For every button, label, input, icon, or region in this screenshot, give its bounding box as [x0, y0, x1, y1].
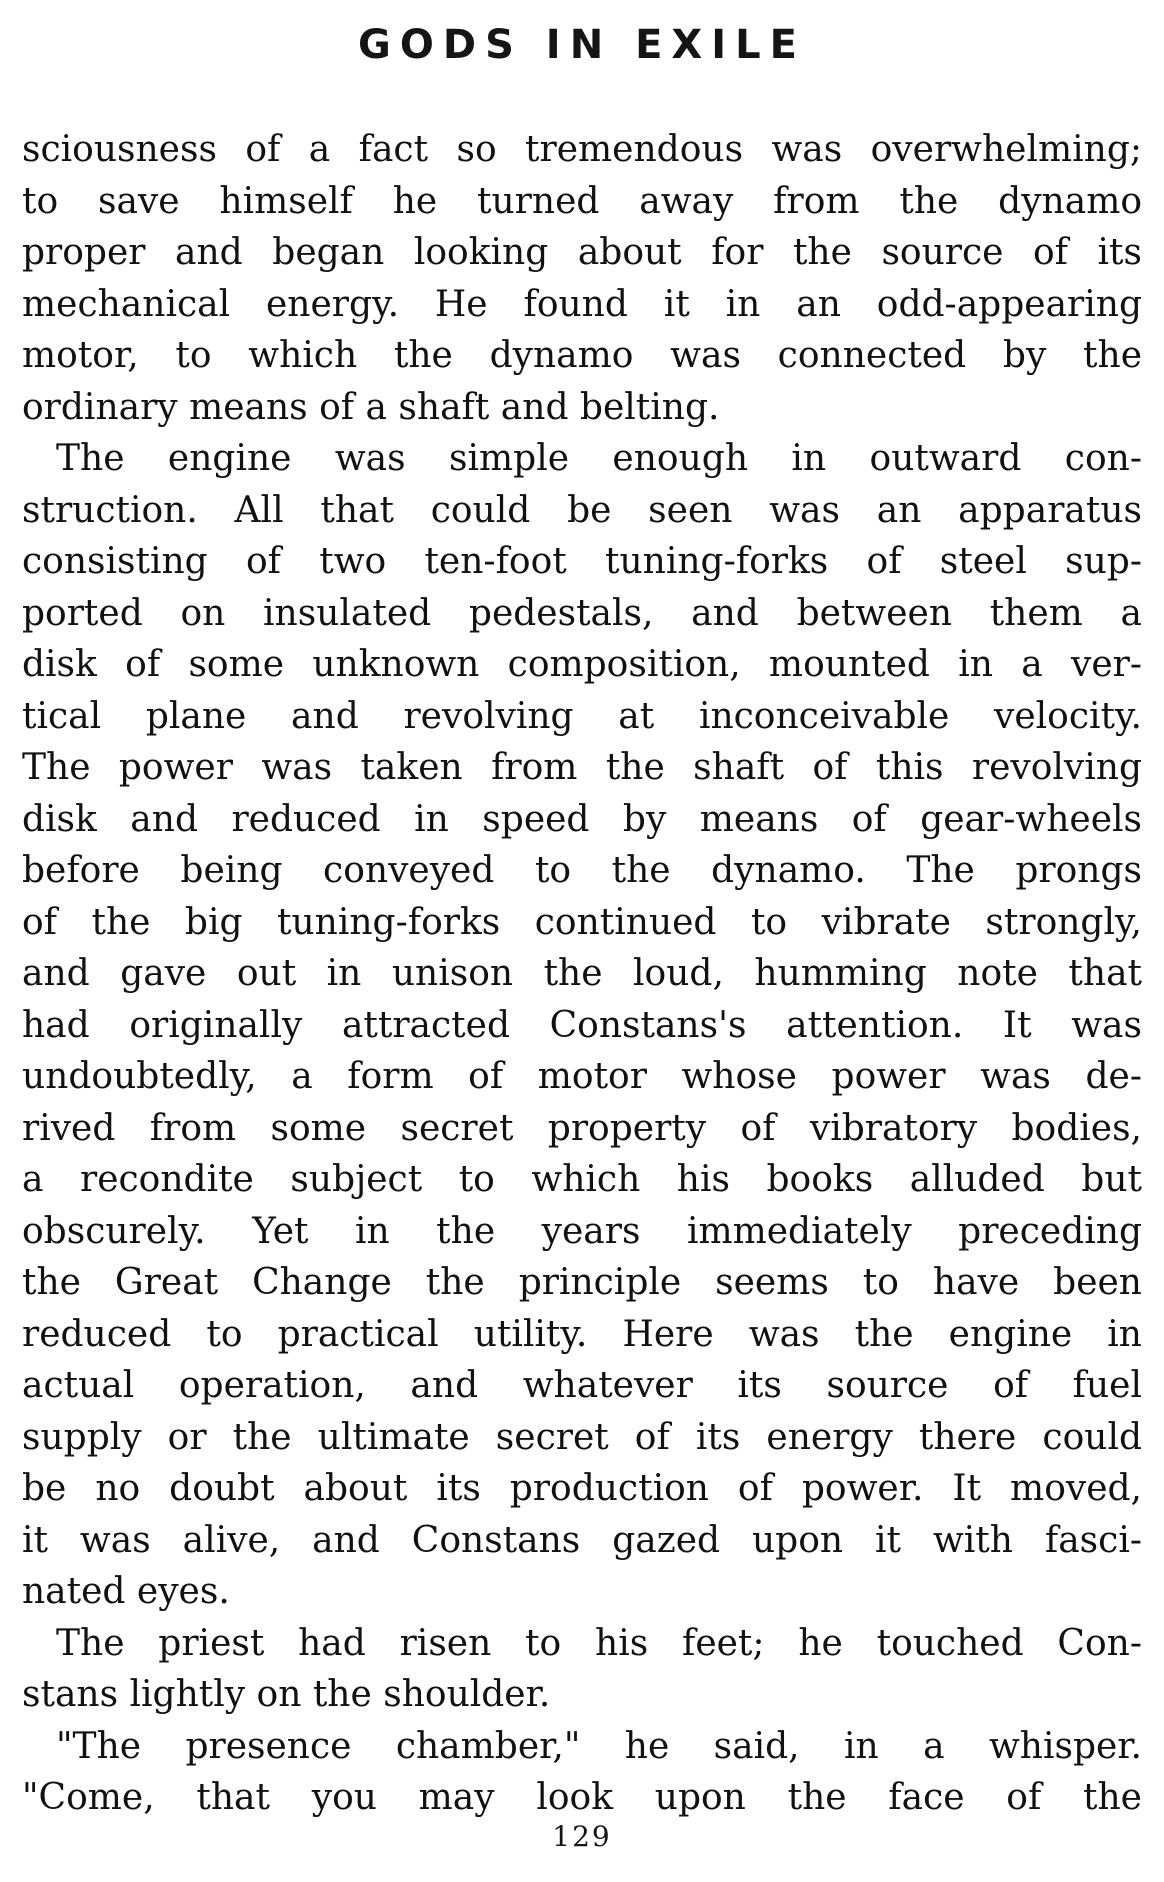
text-line: be no doubt about its production of power. It moved, [22, 1468, 1142, 1509]
text-line: ordinary means of a shaft and belting. [22, 386, 720, 428]
text-line: actual operation, and whatever its source of fuel [22, 1365, 1142, 1406]
text-line: supply or the ultimate secret of its energy there could [22, 1416, 1142, 1458]
text-line: the Great Change the principle seems to have been [22, 1262, 1142, 1303]
text-line: sciousness of a fact so tremendous was overwhelming; [22, 129, 1142, 170]
text-line: ported on insulated pedestals, and between them a [22, 592, 1142, 634]
page-number: 129 [552, 1820, 612, 1853]
text-line: a recondite subject to which his books alluded but [22, 1159, 1142, 1200]
text-line: before being conveyed to the dynamo. The prongs [22, 850, 1142, 891]
text-line: proper and began looking about for the source of its [22, 232, 1142, 273]
text-line: consisting of two ten-foot tuning-forks of steel sup- [22, 541, 1142, 582]
text-line: it was alive, and Constans gazed upon it with fasci- [22, 1519, 1142, 1561]
text-line: to save himself he turned away from the dynamo [22, 180, 1142, 222]
text-line: stans lightly on the shoulder. [22, 1674, 551, 1715]
running-title: GODS IN EXILE [358, 22, 806, 68]
text-line: "Come, that you may look upon the face of the [22, 1777, 1142, 1818]
text-line: disk and reduced in speed by means of gear-wheels [22, 798, 1142, 840]
body-text [22, 124, 1142, 1824]
text-line: mechanical energy. He found it in an odd-appearing [22, 283, 1142, 325]
text-line: "The presence chamber," he said, in a whisper. [56, 1725, 1142, 1767]
text-line: obscurely. Yet in the years immediately preceding [22, 1210, 1142, 1252]
text-line: disk of some unknown composition, mounted in a ver- [22, 644, 1142, 685]
text-line: reduced to practical utility. Here was the engine in [22, 1313, 1142, 1355]
text-line: undoubtedly, a form of motor whose power was de- [22, 1056, 1142, 1097]
text-line: The power was taken from the shaft of this revolving [22, 747, 1142, 788]
text-line: rived from some secret property of vibratory bodies, [22, 1107, 1142, 1149]
text-line: motor, to which the dynamo was connected by the [22, 335, 1142, 376]
text-line: had originally attracted Constans's attention. It was [22, 1004, 1142, 1046]
text-line: and gave out in unison the loud, humming note that [22, 953, 1142, 994]
text-line: of the big tuning-forks continued to vibrate strongly, [22, 901, 1142, 943]
text-line: nated eyes. [22, 1571, 230, 1612]
text-line: tical plane and revolving at inconceivable velocity. [22, 695, 1142, 737]
text-line: The engine was simple enough in outward con- [56, 438, 1142, 479]
text-line: struction. All that could be seen was an apparatus [22, 489, 1142, 531]
text-line: The priest had risen to his feet; he touched Con- [56, 1622, 1142, 1664]
